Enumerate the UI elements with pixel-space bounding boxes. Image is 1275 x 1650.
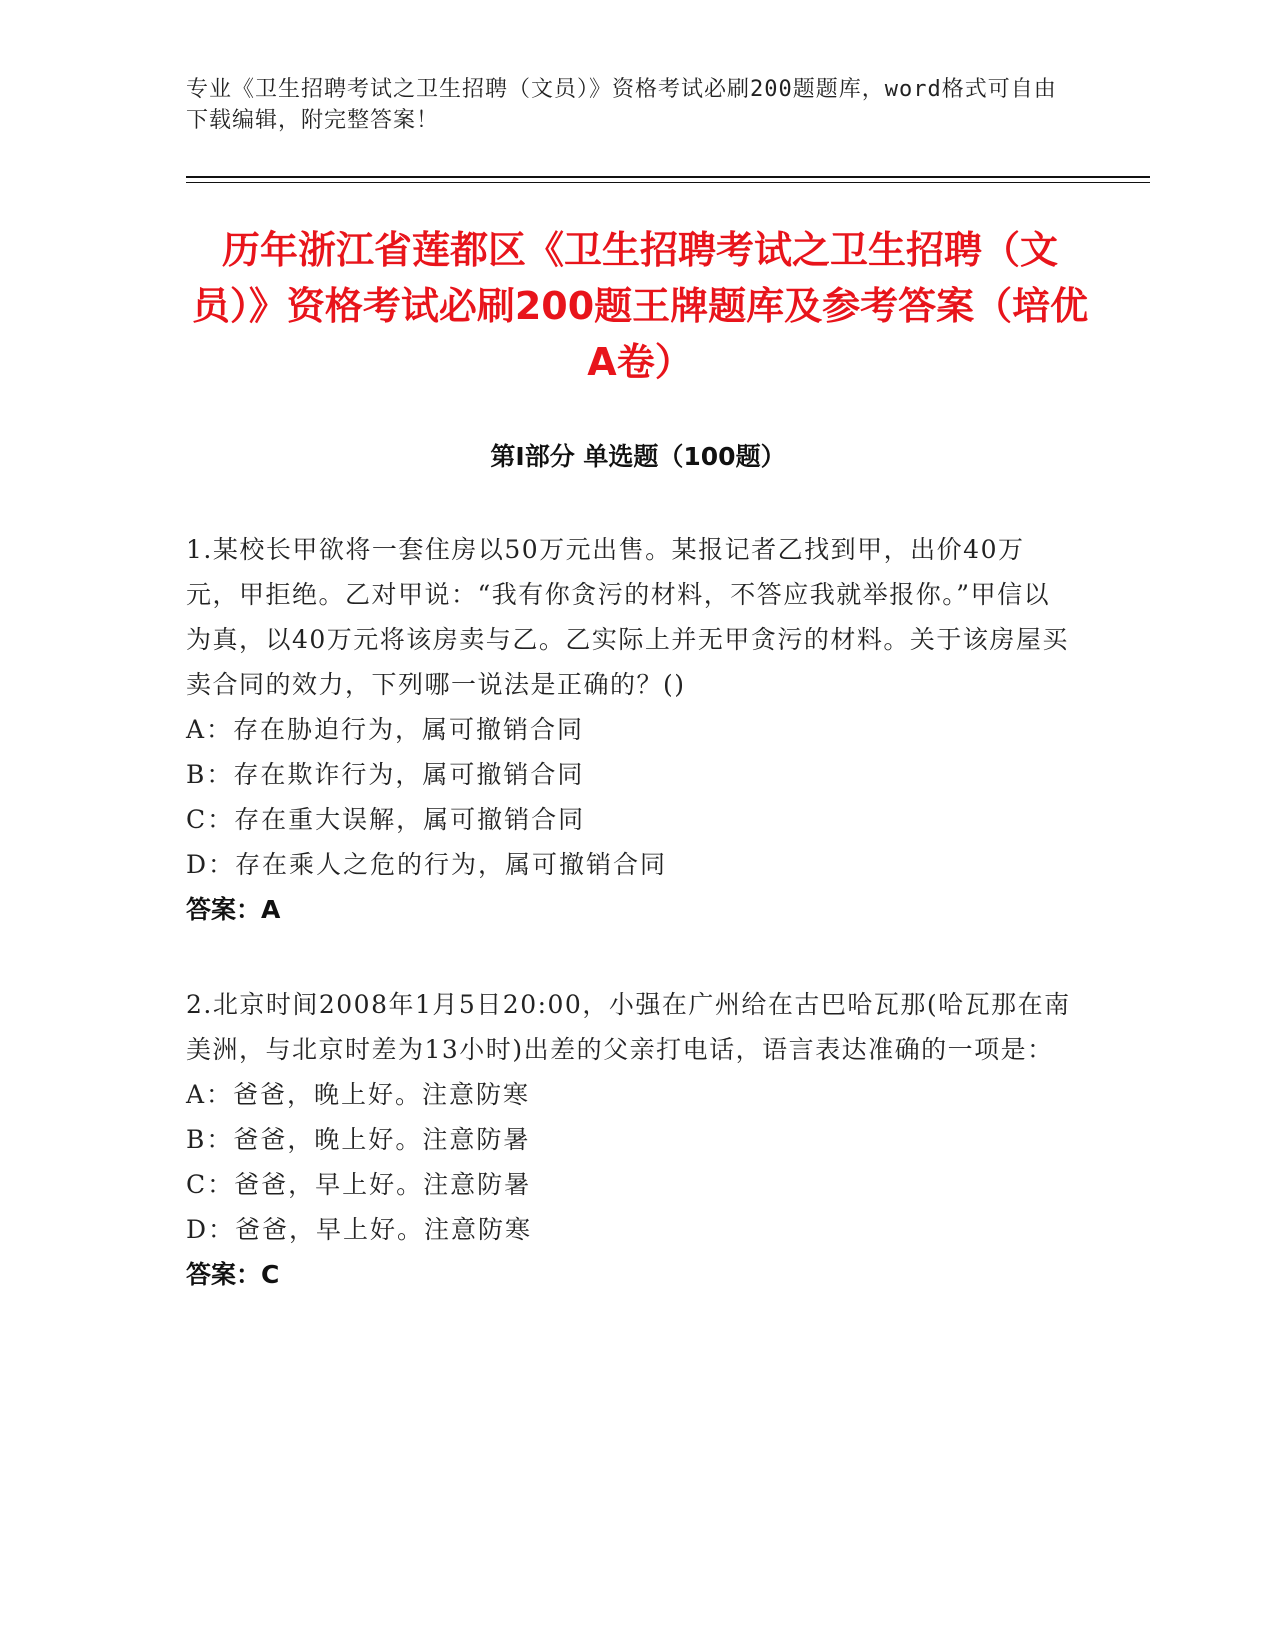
document-title: 历年浙江省莲都区《卫生招聘考试之卫生招聘（文员）》资格考试必刷200题王牌题库及参考答案（培优A卷） [191,228,1089,384]
option-a: A：爸爸，晚上好。注意防寒 [186,1080,531,1109]
option-c: C：爸爸，早上好。注意防暑 [186,1170,532,1199]
answer: 答案：C [186,1260,280,1289]
option-d: D：爸爸，早上好。注意防寒 [186,1215,533,1244]
option-b: B：存在欺诈行为，属可撤销合同 [186,760,585,789]
option-b: B：爸爸，晚上好。注意防暑 [186,1125,531,1154]
answer: 答案：A [186,895,281,924]
option-a: A：存在胁迫行为，属可撤销合同 [186,715,585,744]
question-stem: 1.某校长甲欲将一套住房以50万元出售。某报记者乙找到甲，出价40万元，甲拒绝。乙对甲说：“我有你贪污的材料，不答应我就举报你。”甲信以为真，以40万元将该房卖与乙。乙实际上并无甲贪污的材料。关于该房屋买卖合同的效力，下列哪一说法是正确的？() [186,535,1069,699]
header-note: 专业《卫生招聘考试之卫生招聘（文员）》资格考试必刷200题题库，word格式可自由下载编辑，附完整答案！ [186,77,1057,133]
header-rule-thick [186,176,1150,178]
option-d: D：存在乘人之危的行为，属可撤销合同 [186,850,668,879]
option-c: C：存在重大误解，属可撤销合同 [186,805,586,834]
section-title: 第Ⅰ部分 单选题（100题） [490,442,786,471]
question-1 [186,527,1076,932]
header-rule-thin [186,182,1150,183]
question-stem: 2.北京时间2008年1月5日20:00，小强在广州给在古巴哈瓦那(哈瓦那在南美洲，与北京时差为13小时)出差的父亲打电话，语言表达准确的一项是： [186,990,1071,1064]
question-2 [186,982,1076,1297]
